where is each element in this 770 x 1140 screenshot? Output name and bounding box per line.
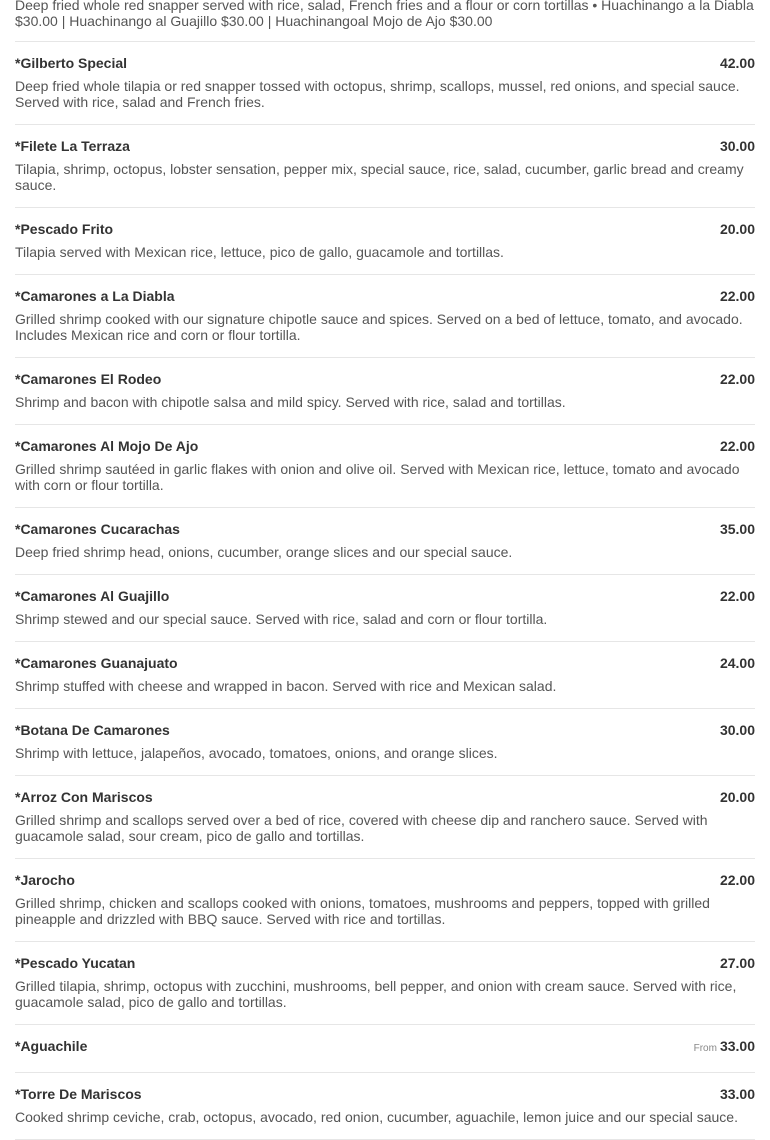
menu-item-name: *Camarones a La Diabla bbox=[15, 288, 175, 304]
menu-item-price-group bbox=[720, 55, 755, 71]
menu-item bbox=[15, 942, 755, 1025]
menu-item-name: *Jarocho bbox=[15, 872, 75, 888]
menu-item-name: *Camarones Cucarachas bbox=[15, 521, 180, 537]
menu-item-header bbox=[15, 1038, 755, 1054]
menu-item-description: Deep fried whole tilapia or red snapper tossed with octopus, shrimp, scallops, mussel, red onions, and special sauce. Served with rice, salad and French fries. bbox=[15, 78, 740, 110]
menu-item-name: *Camarones Al Guajillo bbox=[15, 588, 170, 604]
menu-item bbox=[15, 859, 755, 942]
menu-item-price-group bbox=[720, 789, 755, 805]
menu-item bbox=[15, 575, 755, 642]
menu-item bbox=[15, 1073, 755, 1140]
menu-item-header bbox=[15, 588, 755, 604]
menu-section bbox=[15, 0, 755, 1140]
menu-item-name: *Arroz Con Mariscos bbox=[15, 789, 153, 805]
menu-item-price-group bbox=[720, 872, 755, 888]
menu-item-name: *Pescado Frito bbox=[15, 221, 114, 237]
menu-item bbox=[15, 709, 755, 776]
price-prefix: From bbox=[693, 1043, 717, 1054]
menu-item-price: 42.00 bbox=[719, 55, 755, 71]
menu-item bbox=[15, 42, 755, 125]
menu-item-header bbox=[15, 438, 755, 454]
menu-item-header bbox=[15, 655, 755, 671]
menu-item-name: *Torre De Mariscos bbox=[15, 1086, 142, 1102]
menu-item-header bbox=[15, 872, 755, 888]
menu-item-name: *Botana De Camarones bbox=[15, 722, 170, 738]
menu-item-description: Cooked shrimp ceviche, crab, octopus, avocado, red onion, cucumber, aguachile, lemon juice and our special sauce. bbox=[15, 1109, 738, 1125]
menu-item-price-group bbox=[720, 588, 755, 604]
menu-item-price: 33.00 bbox=[719, 1086, 755, 1102]
menu-item-description: Tilapia served with Mexican rice, lettuce, pico de gallo, guacamole and tortillas. bbox=[15, 244, 504, 260]
intro-description: Deep fried whole red snapper served with rice, salad, French fries and a flour or corn tortillas • Huachinango a la Diabla $30.00 | Huachinango al Guajillo $30.00 | Huachinangoal Mojo de Ajo $30.00 bbox=[15, 0, 755, 42]
menu-item-price-group bbox=[720, 138, 755, 154]
menu-item-price-group bbox=[720, 371, 755, 387]
menu-item-description: Grilled shrimp sautéed in garlic flakes with onion and olive oil. Served with Mexican rice, lettuce, tomato and avocado with corn or flour tortilla. bbox=[15, 461, 740, 493]
menu-item bbox=[15, 358, 755, 425]
menu-item-price: 20.00 bbox=[719, 221, 755, 237]
menu-item-price: 22.00 bbox=[719, 438, 755, 454]
menu-item bbox=[15, 642, 755, 709]
menu-item-price: 30.00 bbox=[719, 138, 755, 154]
menu-item bbox=[15, 508, 755, 575]
menu-item-description: Deep fried shrimp head, onions, cucumber, orange slices and our special sauce. bbox=[15, 544, 513, 560]
menu-item-header bbox=[15, 789, 755, 805]
menu-item-price: 20.00 bbox=[719, 789, 755, 805]
menu-item-name: *Camarones El Rodeo bbox=[15, 371, 162, 387]
menu-item-price: 33.00 bbox=[719, 1038, 755, 1054]
menu-item-name: *Aguachile bbox=[15, 1038, 88, 1054]
menu-item-description: Shrimp stuffed with cheese and wrapped in bacon. Served with rice and Mexican salad. bbox=[15, 678, 557, 694]
menu-item-header bbox=[15, 955, 755, 971]
menu-item-header bbox=[15, 221, 755, 237]
menu-item-price-group bbox=[720, 221, 755, 237]
menu-item-price: 27.00 bbox=[719, 955, 755, 971]
menu-item-header bbox=[15, 722, 755, 738]
menu-item-name: *Camarones Al Mojo De Ajo bbox=[15, 438, 199, 454]
menu-item-header bbox=[15, 55, 755, 71]
menu-item-price: 35.00 bbox=[719, 521, 755, 537]
menu-item-price: 24.00 bbox=[719, 655, 755, 671]
menu-item-price: 30.00 bbox=[719, 722, 755, 738]
menu-item bbox=[15, 275, 755, 358]
menu-item-description: Grilled shrimp, chicken and scallops cooked with onions, tomatoes, mushrooms and peppers, topped with grilled pineapple and drizzled with BBQ sauce. Served with rice and tortillas. bbox=[15, 895, 710, 927]
menu-item-header bbox=[15, 288, 755, 304]
menu-item-price-group bbox=[720, 521, 755, 537]
menu-item-description: Shrimp with lettuce, jalapeños, avocado, tomatoes, onions, and orange slices. bbox=[15, 745, 498, 761]
menu-item-description: Grilled shrimp cooked with our signature chipotle sauce and spices. Served on a bed of lettuce, tomato, and avocado. Includes Mexican rice and corn or flour tortilla. bbox=[15, 311, 743, 343]
menu-item-name: *Filete La Terraza bbox=[15, 138, 130, 154]
menu-item-name: *Camarones Guanajuato bbox=[15, 655, 178, 671]
menu-item-description: Grilled shrimp and scallops served over a bed of rice, covered with cheese dip and ranchero sauce. Served with guacamole salad, sour cream, pico de gallo and tortillas. bbox=[15, 812, 708, 844]
menu-item-price-group bbox=[720, 955, 755, 971]
menu-item-price: 22.00 bbox=[719, 371, 755, 387]
menu-item-name: *Gilberto Special bbox=[15, 55, 128, 71]
menu-item-header bbox=[15, 521, 755, 537]
menu-item-price: 22.00 bbox=[719, 288, 755, 304]
menu-item-header bbox=[15, 138, 755, 154]
menu-item-name: *Pescado Yucatan bbox=[15, 955, 136, 971]
menu-item bbox=[15, 208, 755, 275]
menu-item-price: 22.00 bbox=[719, 588, 755, 604]
menu-item-description: Grilled tilapia, shrimp, octopus with zucchini, mushrooms, bell pepper, and onion with cream sauce. Served with rice, guacamole salad, pico de gallo and tortillas. bbox=[15, 978, 737, 1010]
menu-item bbox=[15, 1025, 755, 1073]
menu-item-price-group bbox=[694, 1038, 755, 1057]
menu-item-price-group bbox=[720, 438, 755, 454]
menu-item-description: Shrimp stewed and our special sauce. Served with rice, salad and corn or flour tortilla. bbox=[15, 611, 548, 627]
menu-item bbox=[15, 425, 755, 508]
menu-item-description: Tilapia, shrimp, octopus, lobster sensation, pepper mix, special sauce, rice, salad, cucumber, garlic bread and creamy sauce. bbox=[15, 161, 744, 193]
menu-item bbox=[15, 125, 755, 208]
menu-item-price-group bbox=[720, 722, 755, 738]
menu-item-price-group bbox=[720, 288, 755, 304]
menu-item-price: 22.00 bbox=[719, 872, 755, 888]
menu-item-price-group bbox=[720, 655, 755, 671]
menu-item-list bbox=[15, 42, 755, 1140]
menu-item bbox=[15, 776, 755, 859]
menu-item-header bbox=[15, 371, 755, 387]
menu-item-description: Shrimp and bacon with chipotle salsa and mild spicy. Served with rice, salad and tortillas. bbox=[15, 394, 566, 410]
